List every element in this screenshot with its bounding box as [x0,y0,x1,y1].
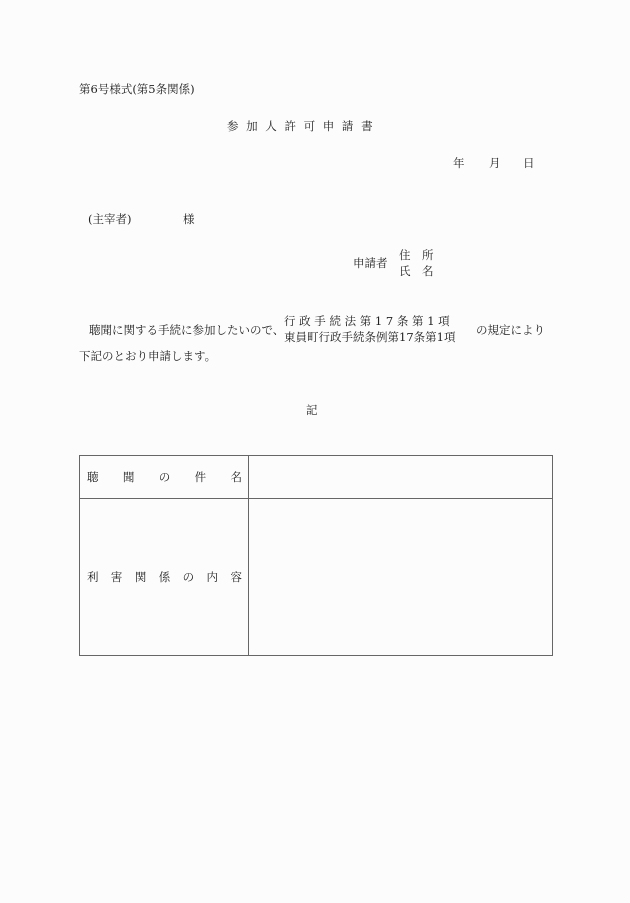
applicant-address-label: 住 所 [399,248,434,262]
page-title: 参 加 人 許 可 申 請 書 [227,119,375,133]
date-year: 年 [453,156,465,170]
table-row [80,456,553,499]
ki-heading: 記 [306,403,318,417]
addressee-honorific: 様 [183,212,195,226]
law-reference-1: 行 政 手 続 法 第 1 7 条 第 1 項 [284,314,450,328]
applicant-label: 申請者 [353,256,388,270]
law-reference-2: 東員町行政手続条例第17条第1項 [284,330,456,344]
hearing-subject-field[interactable] [249,456,553,499]
addressee-label: (主宰者) [88,212,132,226]
hearing-subject-label: 聴 聞 の 件 名 [80,456,249,499]
date-month: 月 [489,156,501,170]
interest-content-label: 利 害 関 係 の 内 容 [80,499,249,656]
date-day: 日 [523,156,535,170]
body-suffix: の規定により [476,323,545,337]
applicant-name-label: 氏 名 [399,264,434,278]
interest-content-field[interactable] [249,499,553,656]
body-line2: 下記のとおり申請します。 [79,349,217,363]
form-number: 第6号様式(第5条関係) [79,82,195,96]
application-table [79,455,553,656]
table-row [80,499,553,656]
body-prefix: 聴聞に関する手続に参加したいので、 [89,323,285,337]
